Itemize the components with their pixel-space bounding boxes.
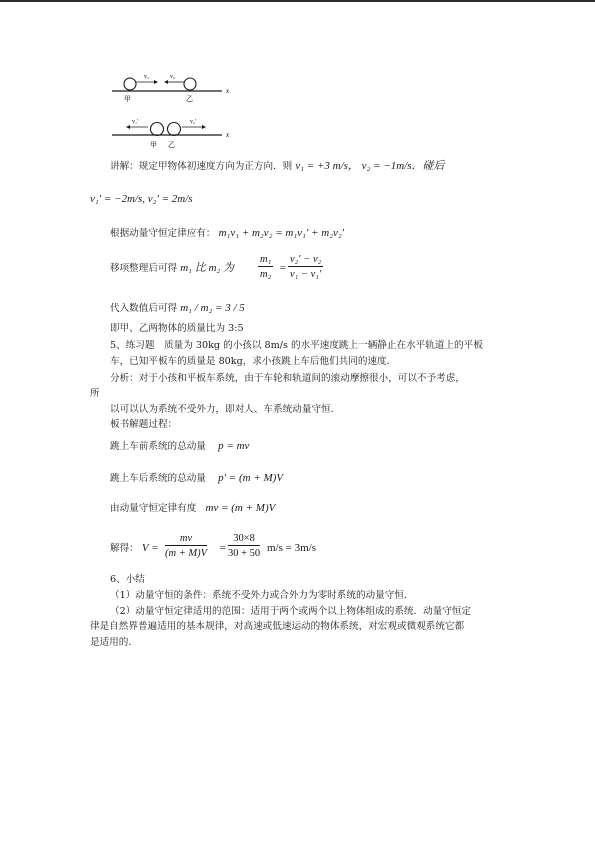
- rearrange-text: 移项整理后可得: [110, 263, 178, 274]
- summary-item-2-end: [90, 637, 138, 649]
- summary-item-2: [110, 606, 471, 618]
- summary-text: 律是自然界普遍适用的基本规律，对高速或低速运动的物体系统，对宏观或微观系统它都: [90, 621, 465, 632]
- velocity-ratio-fraction: [288, 254, 323, 280]
- fraction-numerator: mv: [179, 533, 193, 544]
- momentum-equation: m₁v₁ + m₂v₂ = m₁v₁′ + m₂v₂′: [218, 227, 345, 239]
- analysis-text: 所: [90, 388, 100, 399]
- v2p-label: v₂′: [190, 119, 197, 125]
- explanation-line-2: [90, 193, 193, 206]
- yi-label: 乙: [186, 95, 193, 103]
- analysis-line-3: [110, 404, 340, 416]
- solution-line: [110, 542, 159, 555]
- summary-text: （2）动量守恒定律适用的范围：适用于两个或两个以上物体组成的系统．动量守恒定: [110, 606, 472, 617]
- momentum-before-formula: p = mv: [218, 440, 250, 452]
- analysis-line-2: [90, 388, 100, 400]
- momentum-intro: 根据动量守恒定律应有：: [110, 228, 216, 239]
- rearrange-math: m₁ 比 m₂ 为: [180, 262, 235, 274]
- momentum-before-line: [110, 440, 249, 453]
- ball-jia: [124, 78, 136, 90]
- ball-yi: [168, 123, 181, 136]
- yi-label: 乙: [168, 141, 175, 149]
- jia-label: 甲: [150, 141, 157, 149]
- substitute-text: 代入数值后可得: [110, 303, 178, 314]
- exercise-line-2: [110, 356, 396, 368]
- analysis-line-1: [110, 373, 465, 385]
- ball-jia: [151, 123, 164, 136]
- conclusion-line: [110, 323, 244, 335]
- summary-heading-text: 6、小结: [110, 574, 145, 585]
- fraction-denominator: v₁ − v₁′: [290, 269, 322, 280]
- summary-heading: [110, 574, 145, 586]
- fraction-denominator: (m + M)V: [165, 548, 208, 559]
- board-heading-text: 板书解题过程：: [110, 419, 178, 430]
- momentum-before-text: 跳上车前系统的总动量: [110, 441, 206, 452]
- momentum-equation-line: [110, 227, 344, 240]
- fraction-numerator: 30×8: [233, 533, 255, 544]
- summary-text: （1）动量守恒的条件：系统不受外力或合外力为零时系统的动量守恒．: [110, 590, 414, 601]
- momentum-after-line: [110, 472, 283, 485]
- final-velocities: v₁′ = −2m/s, v₂′ = 2m/s: [90, 193, 193, 205]
- solution-result: [267, 542, 316, 555]
- equals-sign: =: [219, 542, 227, 554]
- x-axis-label: x: [226, 87, 230, 95]
- momentum-after-text: 跳上车后系统的总动量: [110, 473, 206, 484]
- equals-sign: =: [279, 262, 287, 274]
- header-rule: [0, 0, 595, 2]
- summary-item-1: [110, 590, 414, 602]
- jia-label: 甲: [124, 95, 131, 103]
- summary-item-2-cont: [90, 621, 464, 633]
- exercise-text: 车，已知平板车的质量是 80kg，求小孩跳上车后他们共同的速度．: [110, 356, 397, 367]
- momentum-after-formula: p′ = (m + M)V: [218, 472, 284, 484]
- v1-label: v₁: [144, 74, 150, 80]
- conclusion-text: 即甲、乙两物体的质量比为 3:5: [110, 323, 244, 334]
- explanation-text: 讲解：规定甲物体初速度方向为正方向．则: [110, 161, 293, 172]
- ball-yi: [184, 78, 196, 90]
- v1p-label: v₁′: [132, 119, 139, 125]
- solution-result-text: m/s = 3m/s: [267, 542, 316, 554]
- solution-symbolic-fraction: [165, 533, 207, 559]
- solution-numeric-fraction: [228, 533, 260, 559]
- conservation-line: [110, 502, 275, 515]
- solution-lhs: V =: [141, 542, 159, 554]
- collision-before-diagram: [110, 70, 240, 104]
- collision-after-diagram: [110, 114, 240, 152]
- solution-label: 解得：: [110, 543, 139, 554]
- conservation-text: 由动量守恒定律有度: [110, 503, 197, 514]
- analysis-text: 分析：对于小孩和平板车系统，由于车轮和轨道间的滚动摩擦很小，可以不予考虑，: [110, 373, 465, 384]
- rearrange-line: [110, 262, 234, 275]
- v2-label: v₂: [170, 74, 176, 80]
- board-heading: [110, 419, 177, 431]
- mass-ratio-result: m₁ / m₂ = 3 / 5: [180, 302, 245, 314]
- fraction-denominator: 30 + 50: [228, 548, 261, 559]
- mass-ratio-fraction: [258, 254, 273, 280]
- x-axis-label: x: [226, 131, 230, 139]
- exercise-line-1: [110, 340, 483, 352]
- fraction-numerator: m₁: [260, 254, 272, 265]
- fraction-numerator: v₂′ − v₂: [290, 254, 322, 265]
- explanation-line-1: [110, 160, 445, 173]
- substitute-line: [110, 302, 245, 315]
- fraction-denominator: m₂: [260, 269, 272, 280]
- conservation-formula: mv = (m + M)V: [205, 502, 276, 514]
- initial-velocities: v₁ = +3 m/s， v₂ = −1m/s．碰后: [295, 160, 445, 172]
- analysis-text: 以可以认为系统不受外力，即对人、车系统动量守恒．: [110, 404, 341, 415]
- exercise-text: 5、练习题 质量为 30kg 的小孩以 8m/s 的水平速度跳上一辆静止在水平轨道上的平板: [110, 340, 483, 351]
- summary-text: 是适用的．: [90, 637, 138, 648]
